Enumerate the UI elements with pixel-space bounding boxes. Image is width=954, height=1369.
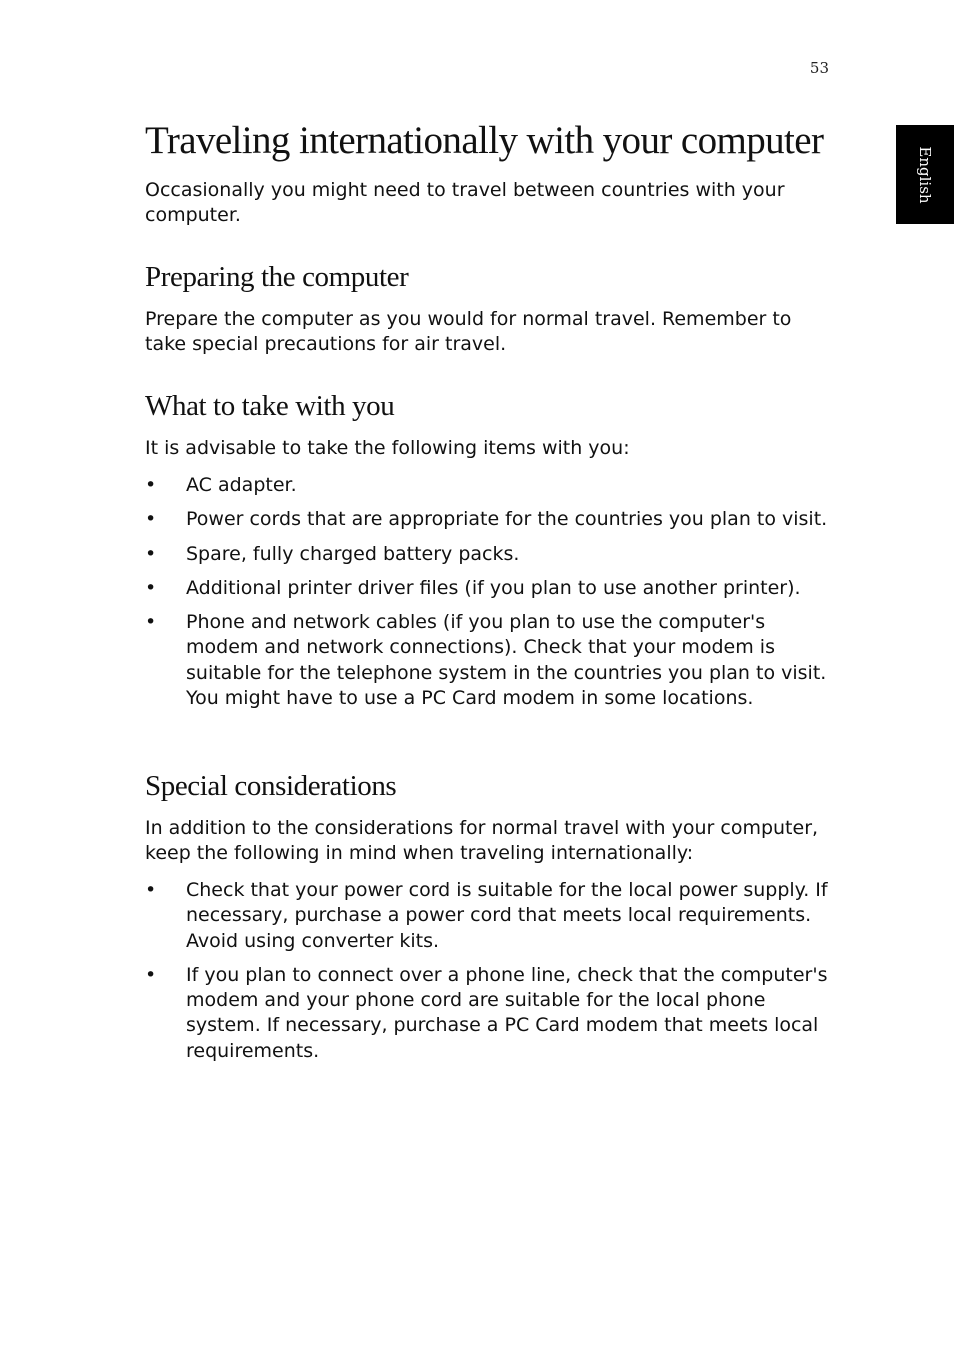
section-heading-preparing: Preparing the computer (145, 261, 409, 293)
what-to-take-list (145, 473, 835, 711)
list-item: • Power cords that are appropriate for the countries you plan to visit. (145, 507, 835, 532)
list-item: • AC adapter. (145, 473, 835, 498)
intro-paragraph: Occasionally you might need to travel between countries with your computer. (145, 179, 785, 227)
page-title: Traveling internationally with your computer (145, 119, 824, 162)
section-heading-what-to-take: What to take with you (145, 390, 395, 422)
list-item: • Check that your power cord is suitable for the local power supply. If necessary, purchase a power cord that meets local requirements. Avoid using converter kits. (145, 878, 835, 954)
section-heading-special: Special considerations (145, 770, 397, 802)
section-paragraph-what-to-take: It is advisable to take the following items with you: (145, 437, 630, 459)
list-item: • Phone and network cables (if you plan to use the computer's modem and network connections). Check that your modem is suitable for the telephone system in the countries you plan to visit. You might have to use a PC Card modem in some locations. (145, 610, 835, 711)
language-tab (896, 125, 954, 224)
list-item: • Additional printer driver files (if you plan to use another printer). (145, 576, 835, 601)
list-item: • If you plan to connect over a phone line, check that the computer's modem and your phone cord are suitable for the local phone system. If necessary, purchase a PC Card modem that meets local requirements. (145, 963, 835, 1064)
list-item: • Spare, fully charged battery packs. (145, 542, 835, 567)
language-tab-label: English (916, 145, 934, 204)
section-paragraph-preparing: Prepare the computer as you would for normal travel. Remember to take special precautions for air travel. (145, 308, 792, 356)
special-considerations-list (145, 878, 835, 1064)
section-paragraph-special: In addition to the considerations for normal travel with your computer, keep the following in mind when traveling internationally: (145, 817, 819, 865)
page-number: 53 (809, 59, 829, 77)
